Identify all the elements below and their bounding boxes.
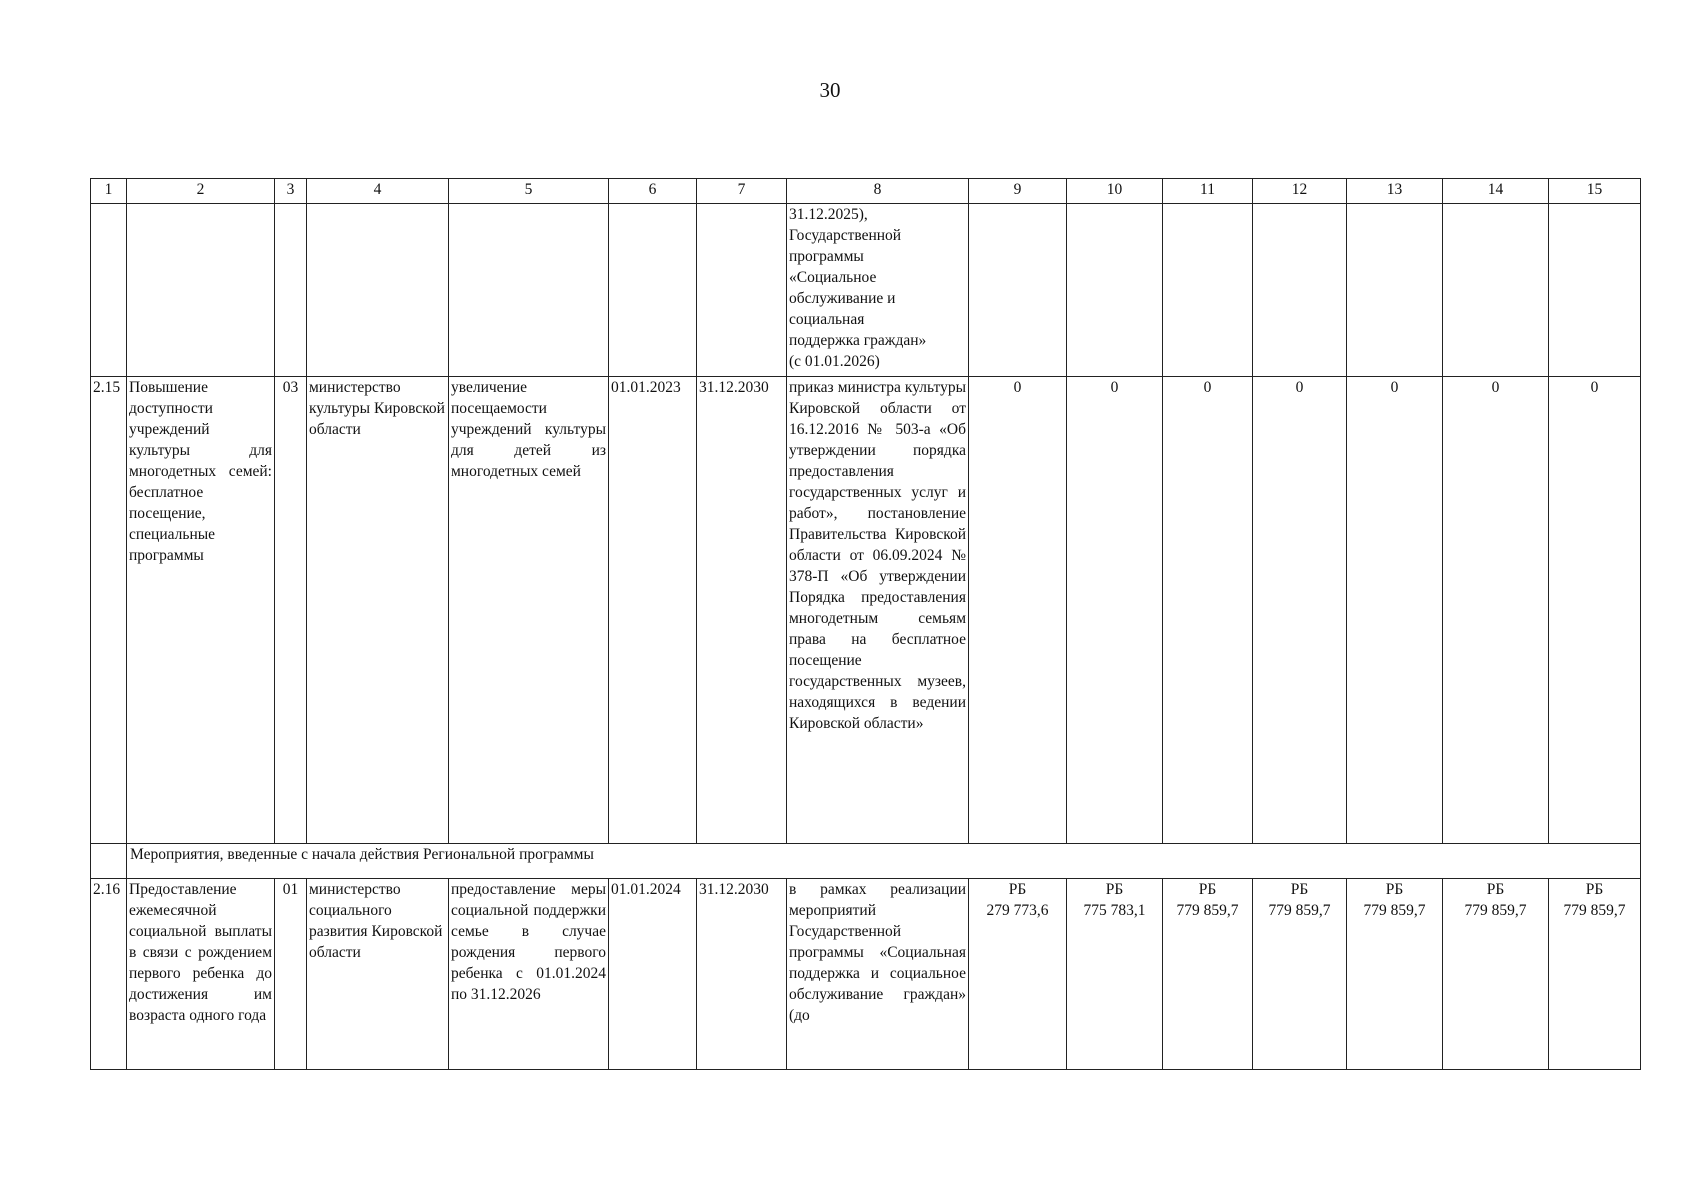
column-header: 8 (787, 179, 969, 204)
column-header: 13 (1347, 179, 1443, 204)
funding-amount: 779 859,7 (1363, 902, 1426, 919)
column-header: 4 (307, 179, 449, 204)
value-cell (1253, 879, 1347, 1070)
header-row (91, 179, 1641, 204)
funding-source: РБ (1385, 881, 1404, 898)
column-header: 9 (969, 179, 1067, 204)
column-header: 14 (1443, 179, 1549, 204)
measure-name: Повышение доступности учреждений культуры для многодетных семей: бесплатное посещение, специальные программы (127, 377, 275, 844)
measure-name: Предоставление ежемесячной социальной выплаты в связи с рождением первого ребенка до достижения им возраста одного года (127, 879, 275, 1070)
funding-source: РБ (1105, 881, 1124, 898)
column-header: 2 (127, 179, 275, 204)
empty-cell (1253, 204, 1347, 377)
funding-source: РБ (1008, 881, 1027, 898)
column-header: 6 (609, 179, 697, 204)
value-cell (1347, 879, 1443, 1070)
value-cell: 0 (1253, 377, 1347, 844)
table-row (91, 377, 1641, 844)
row-number: 2.16 (91, 879, 127, 1070)
code-cell: 03 (275, 377, 307, 844)
value-cell (1443, 879, 1549, 1070)
executor-cell: министерство социального развития Кировской области (307, 879, 449, 1070)
section-title: Мероприятия, введенные с начала действия Региональной программы (127, 844, 1641, 879)
start-date: 01.01.2023 (609, 377, 697, 844)
executor-cell: министерство культуры Кировской области (307, 377, 449, 844)
funding-amount: 775 783,1 (1083, 902, 1146, 919)
empty-cell (1443, 204, 1549, 377)
empty-cell (449, 204, 609, 377)
empty-cell (1549, 204, 1641, 377)
empty-cell (1347, 204, 1443, 377)
value-cell (1067, 879, 1163, 1070)
column-header: 15 (1549, 179, 1641, 204)
start-date: 01.01.2024 (609, 879, 697, 1070)
empty-cell (127, 204, 275, 377)
value-cell (969, 879, 1067, 1070)
table-row (91, 879, 1641, 1070)
funding-source: РБ (1290, 881, 1309, 898)
funding-amount: 279 773,6 (986, 902, 1049, 919)
measures-table (90, 178, 1641, 1070)
funding-source: РБ (1585, 881, 1604, 898)
empty-cell (697, 204, 787, 377)
basis-cell: 31.12.2025), Государственной программы «Социальное обслуживание и социальная поддержка граждан» (с 01.01.2026) (787, 204, 969, 377)
funding-source: РБ (1198, 881, 1217, 898)
column-header: 5 (449, 179, 609, 204)
end-date: 31.12.2030 (697, 879, 787, 1070)
funding-amount: 779 859,7 (1176, 902, 1239, 919)
funding-amount: 779 859,7 (1464, 902, 1527, 919)
funding-amount: 779 859,7 (1268, 902, 1331, 919)
column-header: 12 (1253, 179, 1347, 204)
section-row (91, 844, 1641, 879)
value-cell: 0 (1443, 377, 1549, 844)
empty-cell (969, 204, 1067, 377)
value-cell (1549, 879, 1641, 1070)
basis-cell: приказ министра культуры Кировской области от 16.12.2016 № 503-а «Об утверждении порядка предоставления государственных услуг и работ», постановление Правительства Кировской области от 06.09.2024 № 378-П «Об утверждении Порядка предоставления многодетным семьям права на бесплатное посещение государственных музеев, находящихся в ведении Кировской области» (787, 377, 969, 844)
value-cell (1163, 879, 1253, 1070)
basis-cell: в рамках реализации мероприятий Государственной программы «Социальная поддержка и социальное обслуживание граждан» (до (787, 879, 969, 1070)
value-cell: 0 (1067, 377, 1163, 844)
column-header: 10 (1067, 179, 1163, 204)
row-number: 2.15 (91, 377, 127, 844)
empty-cell (91, 204, 127, 377)
result-cell: увеличение посещаемости учреждений культуры для детей из многодетных семей (449, 377, 609, 844)
funding-source: РБ (1486, 881, 1505, 898)
code-cell: 01 (275, 879, 307, 1070)
empty-cell (1163, 204, 1253, 377)
value-cell: 0 (1549, 377, 1641, 844)
value-cell: 0 (969, 377, 1067, 844)
column-header: 11 (1163, 179, 1253, 204)
result-cell: предоставление меры социальной поддержки семье в случае рождения первого ребенка с 01.01.2024 по 31.12.2026 (449, 879, 609, 1070)
continuation-row (91, 204, 1641, 377)
empty-cell (307, 204, 449, 377)
end-date: 31.12.2030 (697, 377, 787, 844)
funding-amount: 779 859,7 (1563, 902, 1626, 919)
value-cell: 0 (1347, 377, 1443, 844)
empty-cell (1067, 204, 1163, 377)
column-header: 7 (697, 179, 787, 204)
empty-cell (609, 204, 697, 377)
value-cell: 0 (1163, 377, 1253, 844)
column-header: 1 (91, 179, 127, 204)
page-number: 30 (819, 78, 841, 102)
empty-cell (91, 844, 127, 879)
column-header: 3 (275, 179, 307, 204)
empty-cell (275, 204, 307, 377)
